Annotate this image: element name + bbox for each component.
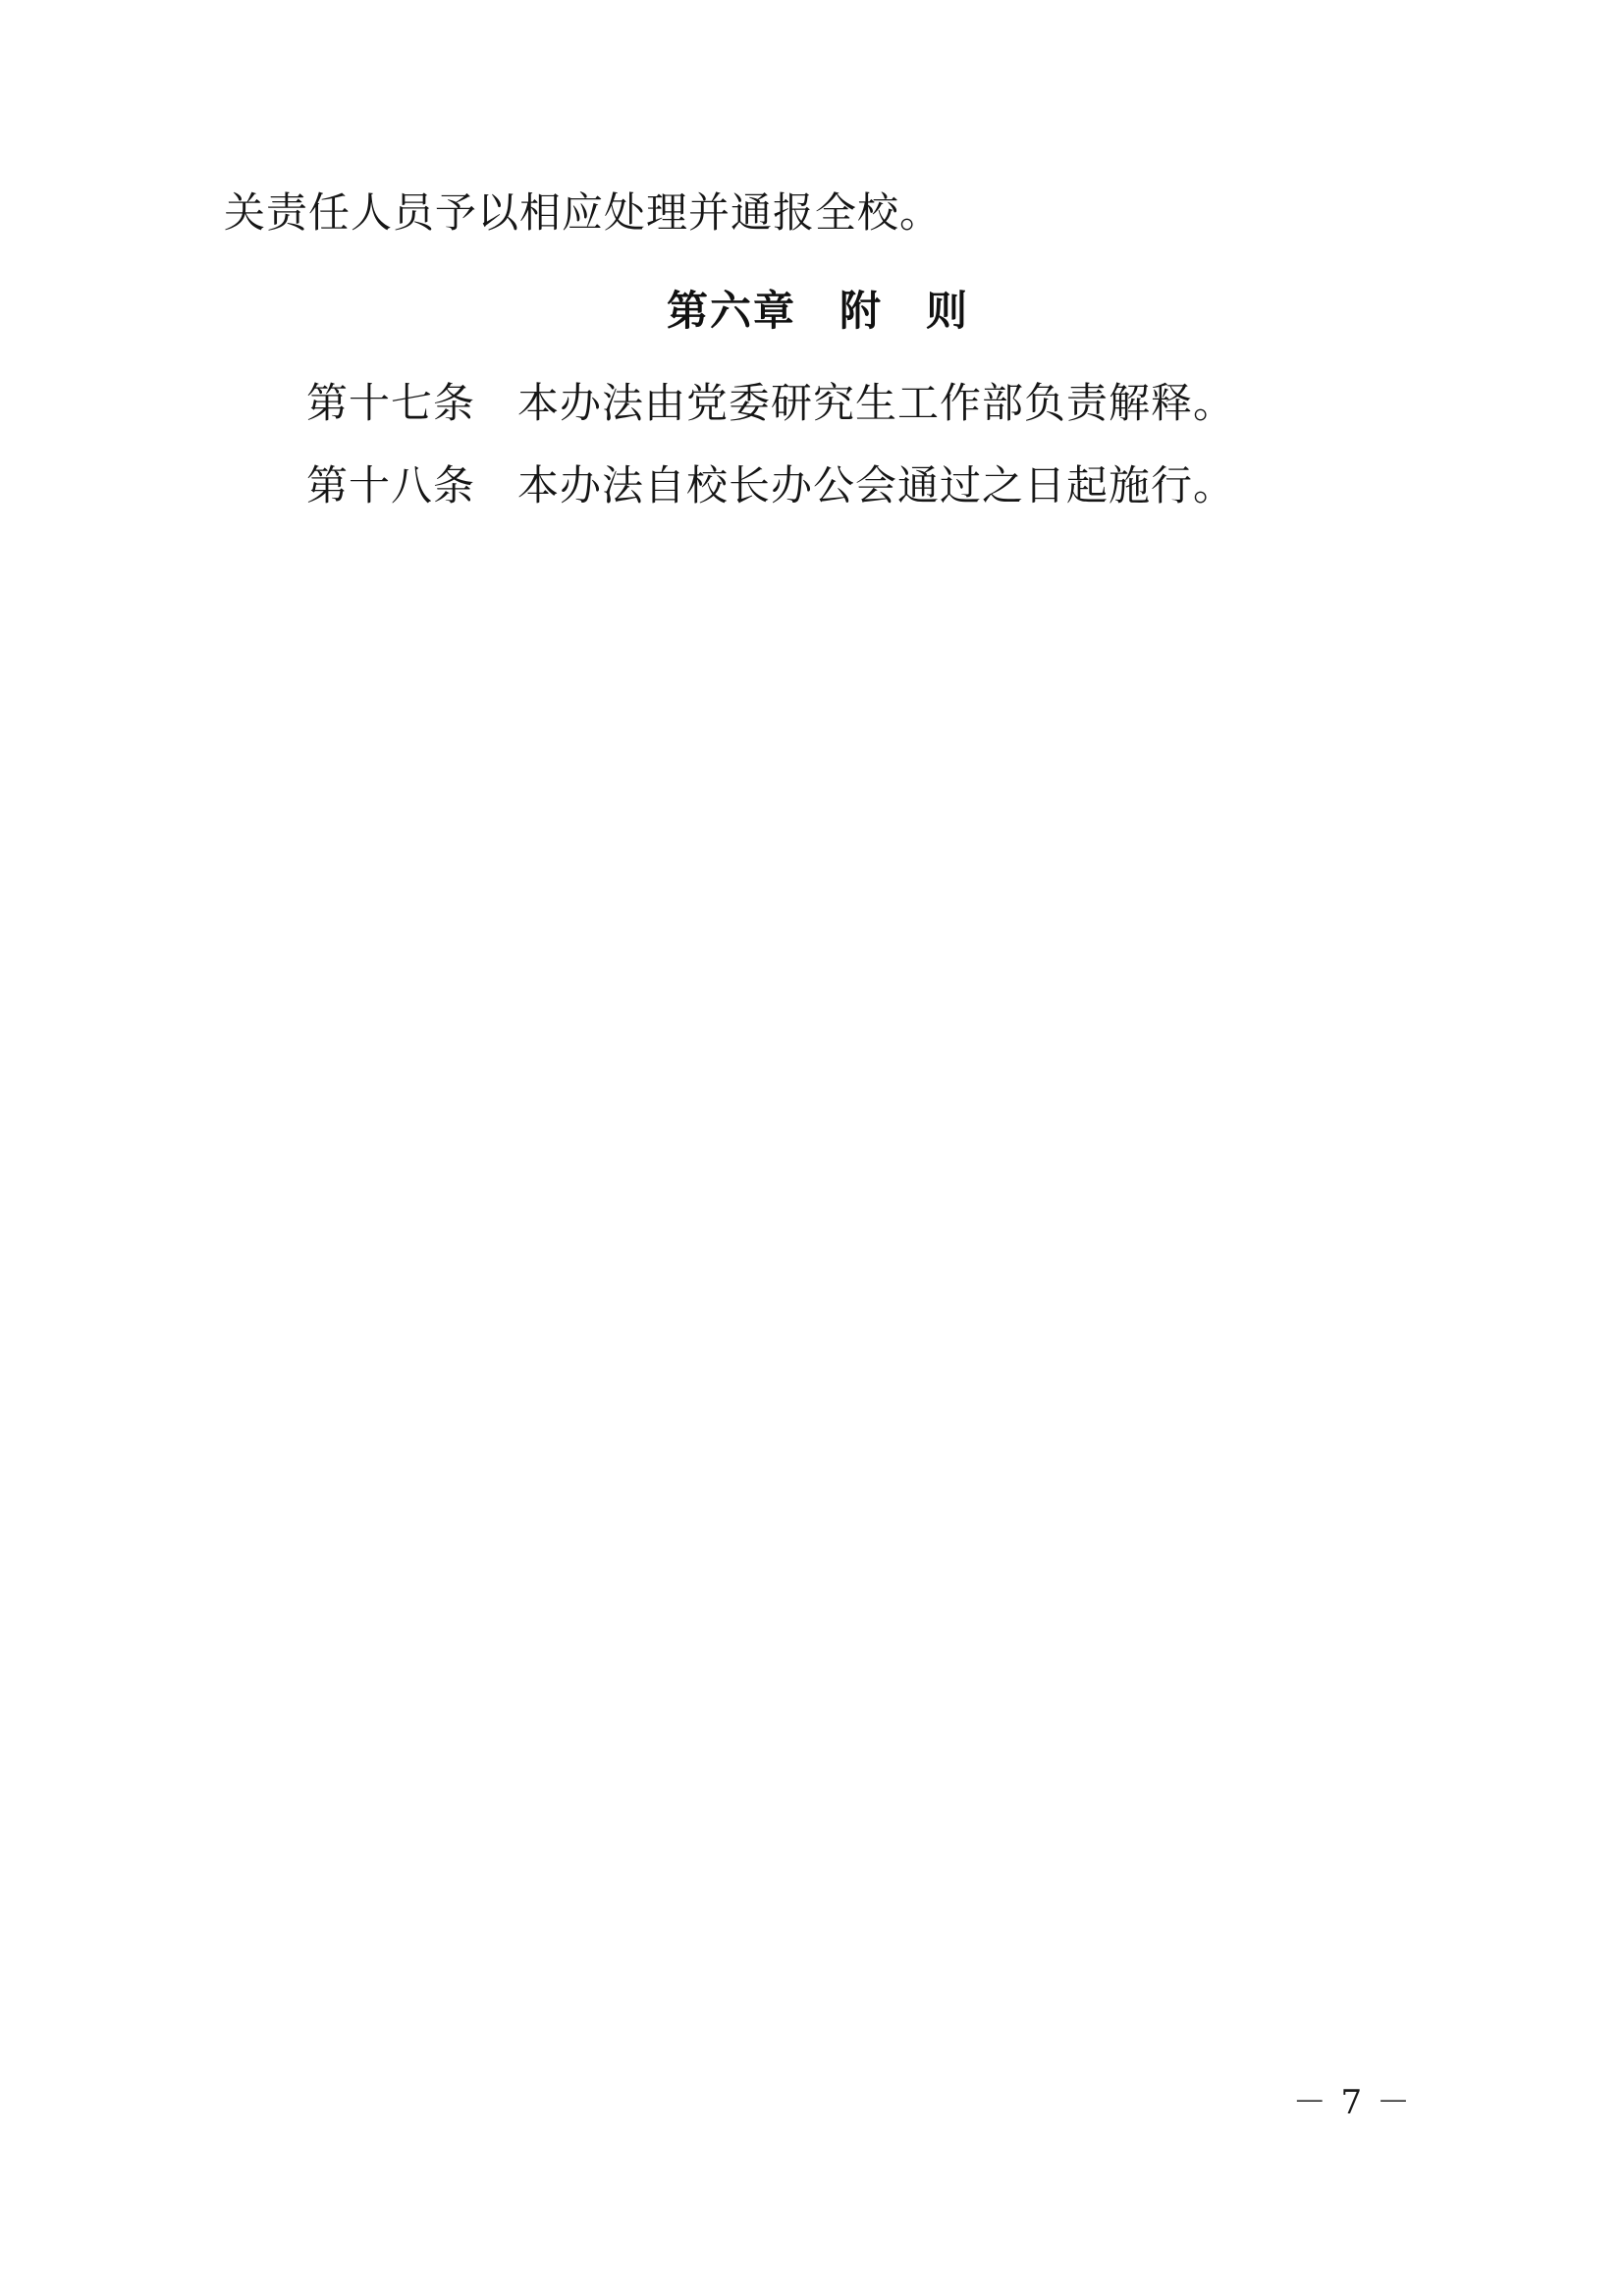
page-number: － 7 － [1292, 2083, 1412, 2122]
chapter-heading: 第六章 附 则 [666, 287, 969, 335]
paragraph-continued: 关责任人员予以相应处理并通报全校。 [224, 188, 943, 237]
document-body [224, 172, 1412, 527]
article-seventeen: 第十七条 本办法由党委研究生工作部负责解释。 [306, 379, 1236, 427]
article-eighteen: 第十八条 本办法自校长办公会通过之日起施行。 [306, 461, 1236, 509]
